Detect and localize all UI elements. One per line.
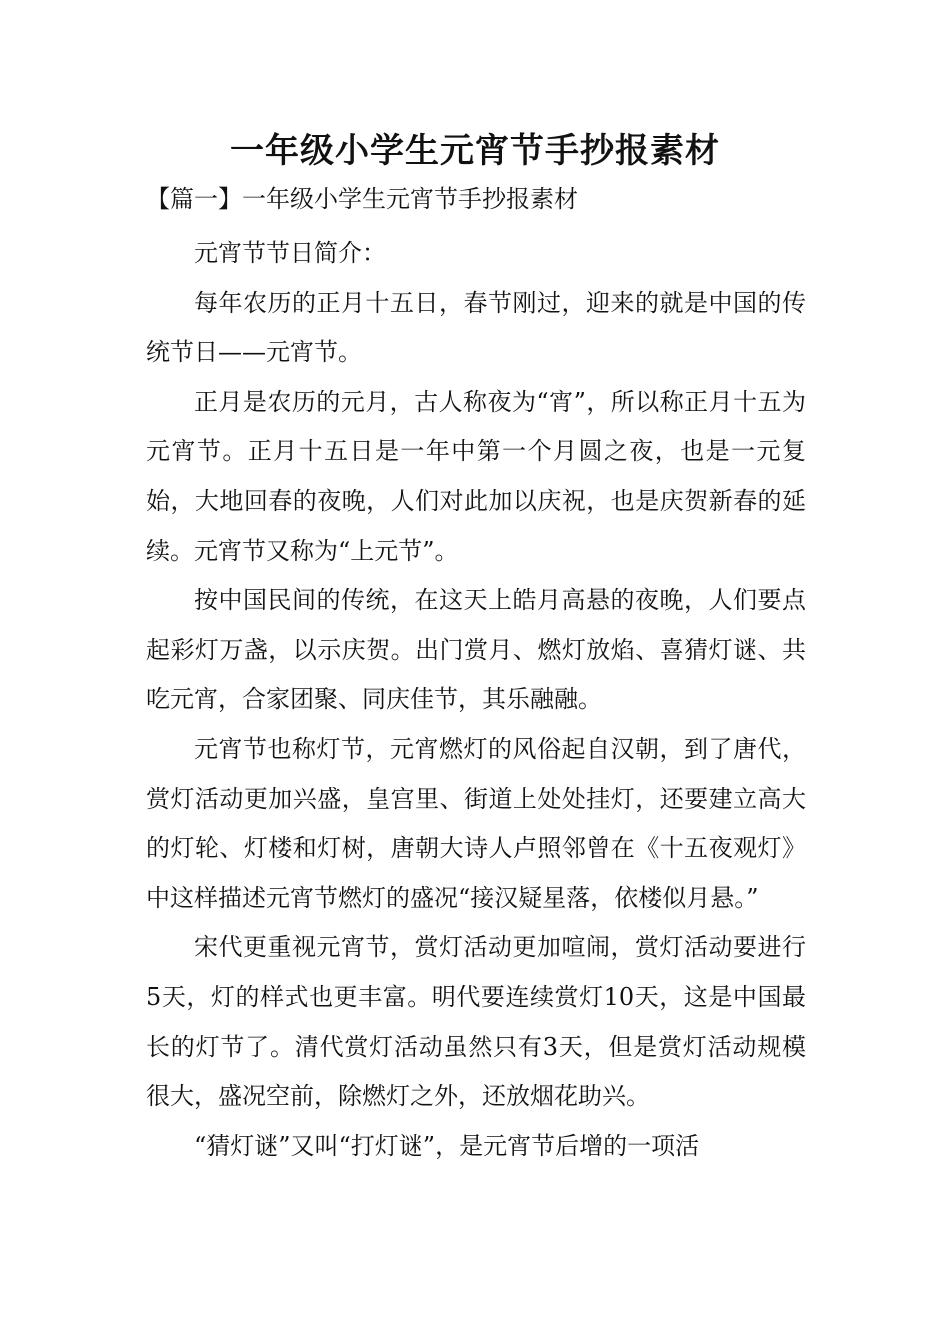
document-title: 一年级小学生元宵节手抄报素材 xyxy=(230,131,720,171)
paragraph: 正月是农历的元月，古人称夜为“宵”，所以称正月十五为元宵节。正月十五日是一年中第一个月圆之夜，也是一元复始，大地回春的夜晚，人们对此加以庆祝，也是庆贺新春的延续。元宵节又称为“上元节”。 xyxy=(146,387,806,565)
paragraph: 按中国民间的传统，在这天上皓月高悬的夜晚，人们要点起彩灯万盏，以示庆贺。出门赏月、燃灯放焰、喜猜灯谜、共吃元宵，合家团聚、同庆佳节，其乐融融。 xyxy=(146,586,806,714)
paragraph: “猜灯谜”又叫“打灯谜”，是元宵节后增的一项活 xyxy=(194,1131,700,1160)
section-heading: 【篇一】一年级小学生元宵节手抄报素材 xyxy=(146,185,578,213)
paragraph: 宋代更重视元宵节，赏灯活动更加喧闹，赏灯活动要进行5天，灯的样式也更丰富。明代要连续赏灯10天，这是中国最长的灯节了。清代赏灯活动虽然只有3天，但是赏灯活动规模很大，盛况空前，除燃灯之外，还放烟花助兴。 xyxy=(146,933,806,1111)
document-body xyxy=(146,229,806,1171)
paragraph: 每年农历的正月十五日，春节刚过，迎来的就是中国的传统节日——元宵节。 xyxy=(146,288,806,367)
paragraph-intro-heading: 元宵节节日简介： xyxy=(194,239,386,267)
paragraph: 元宵节也称灯节，元宵燃灯的风俗起自汉朝，到了唐代，赏灯活动更加兴盛，皇宫里、街道上处处挂灯，还要建立高大的灯轮、灯楼和灯树，唐朝大诗人卢照邻曾在《十五夜观灯》中这样描述元宵节燃灯的盛况“接汉疑星落，依楼似月悬。” xyxy=(146,734,806,912)
